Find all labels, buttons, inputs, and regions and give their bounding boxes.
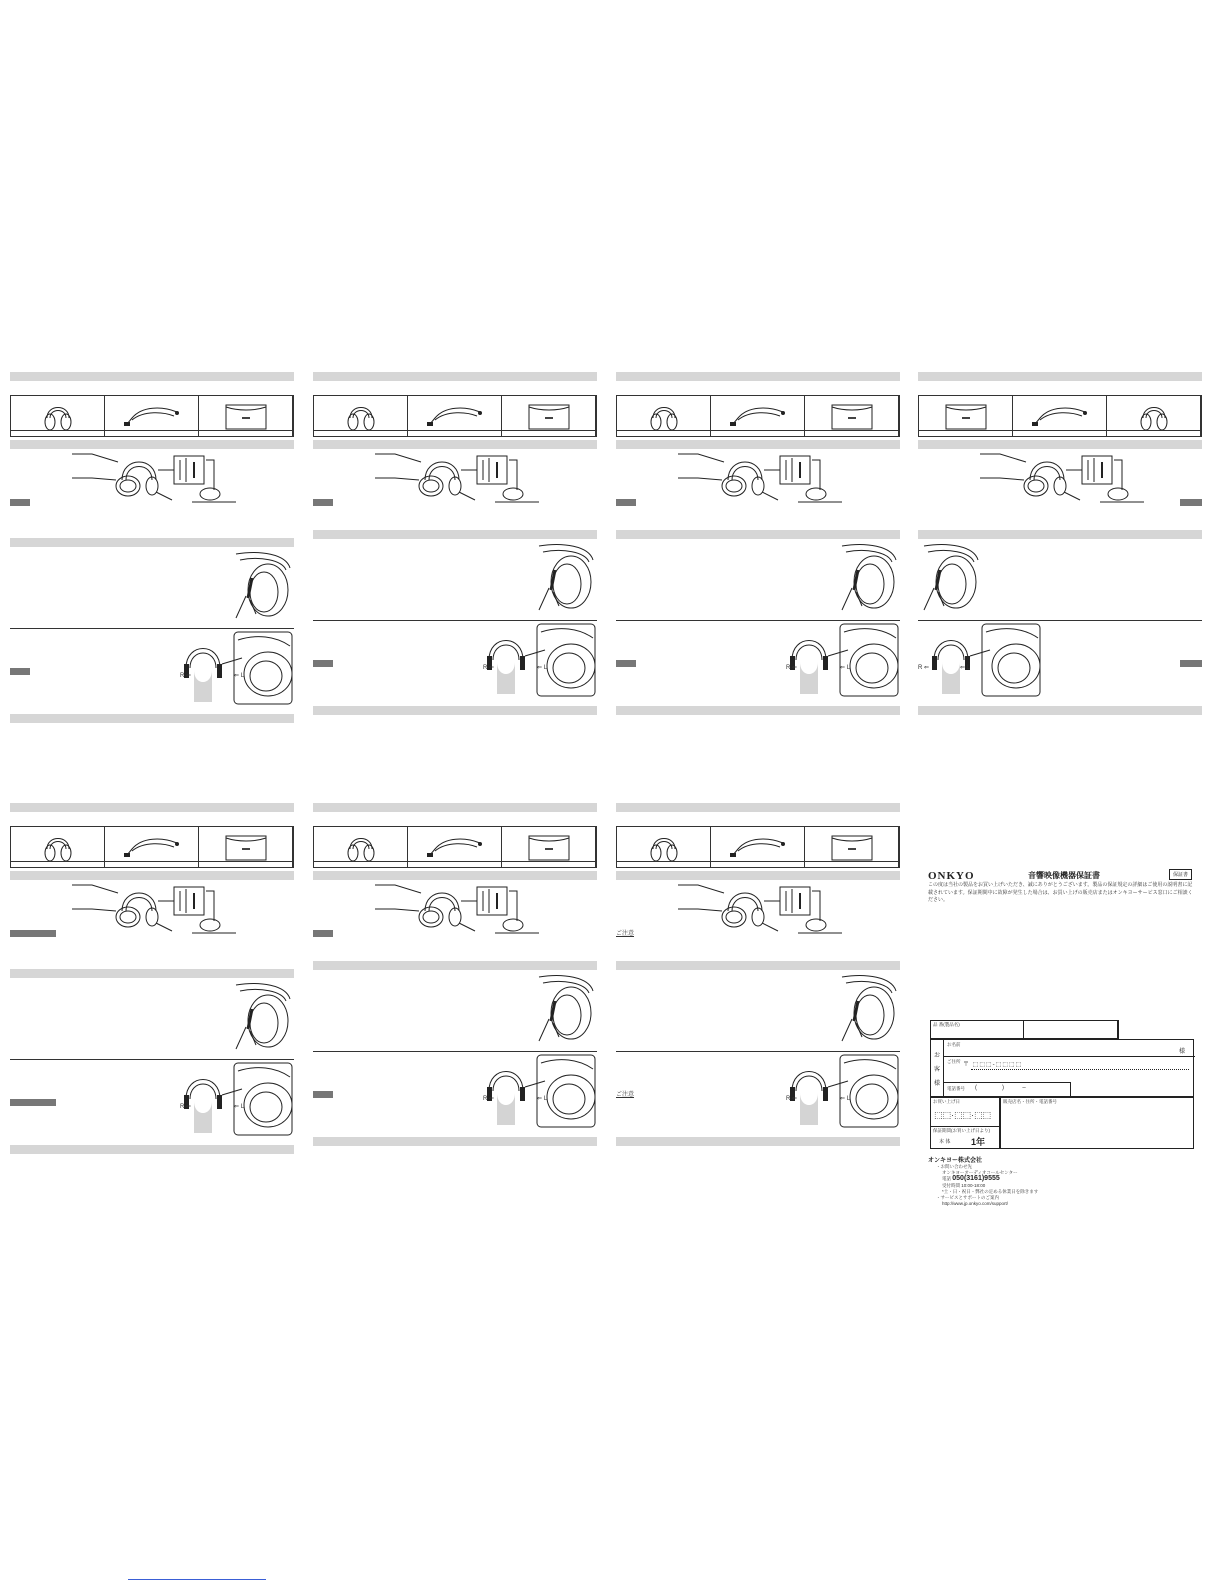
left-label: ⇐ L xyxy=(960,665,971,671)
note-badge xyxy=(313,499,333,506)
section-header-bar xyxy=(313,530,597,539)
instruction-panel xyxy=(616,372,900,762)
section-header-bar xyxy=(616,706,900,715)
wearing-figure-icon xyxy=(479,1053,599,1129)
note-badge xyxy=(616,660,636,667)
section-header-bar xyxy=(616,961,900,970)
cable-icon xyxy=(425,833,485,861)
headphone-icon xyxy=(43,831,73,863)
instruction-panel xyxy=(313,803,597,1193)
contents-divider xyxy=(11,861,293,862)
wearing-side-icon xyxy=(533,540,597,612)
caution-mark: ご注意 xyxy=(616,1092,635,1098)
contact-block xyxy=(936,1164,1038,1207)
note-badge xyxy=(313,1091,333,1098)
period-value: 1年 xyxy=(971,1137,986,1147)
section-header-bar xyxy=(918,440,1202,449)
note-badge xyxy=(10,499,30,506)
contents-divider xyxy=(617,430,899,431)
wearing-figure-icon xyxy=(479,622,599,698)
package-contents-table xyxy=(616,826,900,868)
contents-divider xyxy=(314,861,596,862)
section-header-bar xyxy=(10,440,294,449)
pouch-icon xyxy=(222,401,270,431)
pouch-icon xyxy=(942,401,990,431)
section-header-bar xyxy=(616,803,900,812)
note-badge xyxy=(10,930,56,937)
cable-icon xyxy=(728,833,788,861)
right-label: R ⇐ xyxy=(786,665,798,671)
section-header-bar xyxy=(313,803,597,812)
purchase-date-boxes: ⬚⬚·⬚⬚·⬚⬚ xyxy=(934,1110,992,1120)
contents-divider xyxy=(314,430,596,431)
dealer-label: 販売店名・住所・電話番号 xyxy=(1003,1099,1057,1104)
headphone-icon xyxy=(346,831,376,863)
left-label: ⇐ L xyxy=(840,1096,851,1102)
contact-note: *土・日・祝日・弊社の定める休業日を除きます xyxy=(942,1188,1039,1194)
parts-figure-icon xyxy=(375,881,545,939)
warranty-tag: 保証書 xyxy=(1169,869,1192,880)
warranty-title: 音響映像機器保証書 xyxy=(1028,871,1100,880)
section-header-bar xyxy=(313,871,597,880)
product-right-cell xyxy=(1023,1020,1119,1039)
product-row xyxy=(930,1020,1118,1039)
support-url[interactable]: http://www.jp.onkyo.com/support/ xyxy=(942,1201,1009,1207)
note-badge xyxy=(1180,499,1202,506)
cable-icon xyxy=(122,833,182,861)
contents-divider xyxy=(919,430,1201,431)
right-label: R ⇐ xyxy=(180,673,192,679)
company-name: オンキヨー株式会社 xyxy=(928,1158,983,1164)
headphone-icon xyxy=(649,831,679,863)
left-label: ⇐ L xyxy=(234,673,245,679)
left-label: ⇐ L xyxy=(537,1096,548,1102)
package-contents-table xyxy=(10,395,294,437)
section-header-bar xyxy=(313,961,597,970)
address-label: ご住所 xyxy=(947,1059,961,1064)
parts-figure-icon xyxy=(72,450,242,508)
note-badge xyxy=(313,660,333,667)
parts-figure-icon xyxy=(678,450,848,508)
section-header-bar xyxy=(616,440,900,449)
pouch-icon xyxy=(828,832,876,862)
cable-icon xyxy=(122,402,182,430)
period-divider xyxy=(930,1126,1000,1127)
parts-figure-icon xyxy=(678,881,848,939)
period-label: 保証期間(お買い上げ日より) xyxy=(933,1128,990,1133)
contact-phone: 050(3161)9555 xyxy=(952,1175,1000,1183)
left-label: ⇐ L xyxy=(840,665,851,671)
section-divider xyxy=(918,620,1202,621)
instruction-panel xyxy=(616,803,900,1193)
section-header-bar xyxy=(313,1137,597,1146)
phone-label: 電話番号 xyxy=(947,1086,965,1091)
note-badge xyxy=(1180,660,1202,667)
wearing-side-icon xyxy=(533,971,597,1043)
right-label: R ⇐ xyxy=(786,1096,798,1102)
name-label: お名前 xyxy=(947,1042,961,1047)
section-divider xyxy=(10,1059,294,1060)
section-header-bar xyxy=(10,1145,294,1154)
section-divider xyxy=(616,1051,900,1052)
package-contents-table xyxy=(10,826,294,868)
section-header-bar xyxy=(616,871,900,880)
section-header-bar xyxy=(10,538,294,547)
cable-icon xyxy=(1030,402,1090,430)
warranty-card xyxy=(928,868,1196,1213)
contact-heading: ・お問い合わせ先 xyxy=(936,1164,972,1169)
note-badge xyxy=(10,1099,56,1106)
customer-label-o: お xyxy=(934,1053,941,1059)
address-dotted xyxy=(971,1069,1189,1070)
wearing-side-icon xyxy=(836,540,900,612)
section-header-bar xyxy=(10,372,294,381)
wearing-side-icon xyxy=(836,971,900,1043)
note-badge xyxy=(313,930,333,937)
parts-figure-icon xyxy=(72,881,242,939)
section-divider xyxy=(10,628,294,629)
customer-label-sama: 様 xyxy=(934,1081,941,1087)
caution-mark: ご注意 xyxy=(616,931,635,937)
footer-link-underline[interactable] xyxy=(128,1579,266,1580)
pouch-icon xyxy=(525,401,573,431)
package-contents-table xyxy=(616,395,900,437)
contact-phone-label: 電話 xyxy=(942,1176,951,1182)
note-badge xyxy=(10,668,30,675)
section-divider xyxy=(313,1051,597,1052)
section-divider xyxy=(616,620,900,621)
headphone-icon xyxy=(43,400,73,432)
section-header-bar xyxy=(10,969,294,978)
wearing-figure-icon xyxy=(924,622,1044,698)
customer-block xyxy=(930,1039,1194,1097)
onkyo-logo: ONKYO xyxy=(928,870,975,882)
wearing-side-icon xyxy=(230,548,294,620)
wearing-figure-icon xyxy=(782,1053,902,1129)
period-body: 本 体 xyxy=(939,1139,951,1145)
phone-brackets: ( ) – xyxy=(975,1085,1026,1091)
right-label: R ⇐ xyxy=(180,1104,192,1110)
right-label: R ⇐ xyxy=(483,665,495,671)
dealer-block xyxy=(1000,1097,1194,1149)
cable-icon xyxy=(728,402,788,430)
section-header-bar xyxy=(313,440,597,449)
postal-code-boxes: 〒 ⬚⬚⬚-⬚⬚⬚⬚ xyxy=(963,1062,1023,1068)
headphone-icon xyxy=(346,400,376,432)
parts-figure-icon xyxy=(375,450,545,508)
section-header-bar xyxy=(313,372,597,381)
instruction-panel xyxy=(313,372,597,762)
headphone-icon xyxy=(649,400,679,432)
right-label: R ⇐ xyxy=(483,1096,495,1102)
purchase-date-label: お買い上げ日 xyxy=(933,1099,960,1104)
wearing-side-icon xyxy=(230,979,294,1051)
package-contents-table xyxy=(313,395,597,437)
product-label: 品 番(製品名) xyxy=(933,1022,960,1027)
support-heading: ・サービスとサポートのご案内 xyxy=(936,1195,999,1201)
instruction-panel xyxy=(10,372,294,762)
instruction-panel xyxy=(918,372,1202,762)
customer-label-kyaku: 客 xyxy=(934,1067,941,1073)
section-header-bar xyxy=(918,372,1202,381)
note-badge xyxy=(616,499,636,506)
package-contents-table xyxy=(918,395,1202,437)
pouch-icon xyxy=(828,401,876,431)
right-label: R ⇐ xyxy=(918,665,930,671)
contact-center: オンキヨーオーディオコールセンター xyxy=(942,1170,1018,1176)
pouch-icon xyxy=(525,832,573,862)
instruction-panel xyxy=(10,803,294,1193)
section-header-bar xyxy=(616,530,900,539)
parts-figure-icon xyxy=(980,450,1150,508)
section-divider xyxy=(313,620,597,621)
cable-icon xyxy=(425,402,485,430)
section-header-bar xyxy=(918,706,1202,715)
contents-divider xyxy=(617,861,899,862)
name-suffix: 様 xyxy=(1179,1049,1186,1055)
section-header-bar xyxy=(616,1137,900,1146)
wearing-figure-icon xyxy=(176,1061,296,1137)
contact-hours: 受付時間 10:00-18:00 xyxy=(942,1182,986,1188)
wearing-figure-icon xyxy=(176,630,296,706)
name-divider xyxy=(943,1056,1195,1057)
section-header-bar xyxy=(616,372,900,381)
section-header-bar xyxy=(313,706,597,715)
left-label: ⇐ L xyxy=(537,665,548,671)
contents-divider xyxy=(11,430,293,431)
purchase-block xyxy=(930,1097,1000,1149)
section-header-bar xyxy=(10,803,294,812)
section-header-bar xyxy=(10,871,294,880)
pouch-icon xyxy=(222,832,270,862)
section-header-bar xyxy=(10,714,294,723)
warranty-intro: この度は当社の製品をお買い上げいただき、誠にありがとうございます。製品の保証規定の詳細はご使用の説明書に記載されています。保証期間中に故障が発生した場合は、お買い上げの販売店またはオンキヨーサービス窓口にご相談ください。 xyxy=(928,882,1193,903)
left-label: ⇐ L xyxy=(234,1104,245,1110)
section-header-bar xyxy=(918,530,1202,539)
headphone-icon xyxy=(1139,400,1169,432)
wearing-figure-icon xyxy=(782,622,902,698)
wearing-side-icon xyxy=(918,540,982,612)
package-contents-table xyxy=(313,826,597,868)
